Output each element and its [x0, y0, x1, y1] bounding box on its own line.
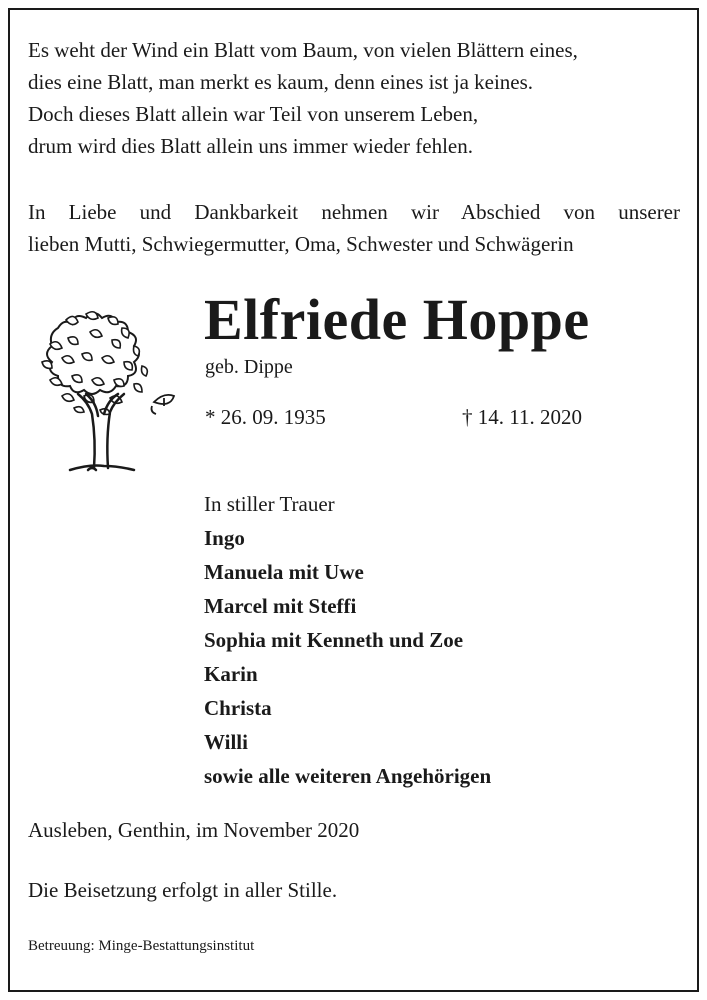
mourner-name: Ingo [204, 526, 245, 550]
mourner-name: Karin [204, 662, 258, 686]
deceased-name: Elfriede Hoppe [204, 287, 590, 352]
death-date: † 14. 11. 2020 [462, 405, 582, 429]
mourner-name: Willi [204, 730, 248, 754]
birth-date: * 26. 09. 1935 [205, 405, 326, 429]
tree-icon [28, 298, 188, 476]
mourner-name: Marcel mit Steffi [204, 594, 357, 618]
mourner-name: Sophia mit Kenneth und Zoe [204, 628, 464, 652]
funeral-home: Betreuung: Minge-Bestattungsinstitut [28, 938, 255, 954]
poem-line: dies eine Blatt, man merkt es kaum, denn eines ist ja keines. [28, 70, 534, 94]
intro-line: In Liebe und Dankbarkeit nehmen wir Abschied von unserer [28, 200, 680, 224]
mourners-list [204, 487, 491, 793]
farewell-intro [28, 196, 680, 260]
mourner-name: sowie alle weiteren Angehörigen [204, 764, 492, 788]
burial-note: Die Beisetzung erfolgt in aller Stille. [28, 878, 338, 902]
maiden-name: geb. Dippe [205, 356, 293, 378]
mourner-name: Christa [204, 696, 272, 720]
intro-line: lieben Mutti, Schwiegermutter, Oma, Schwester und Schwägerin [28, 232, 574, 256]
poem-line: drum wird dies Blatt allein uns immer wieder fehlen. [28, 134, 473, 158]
mourners-lead: In stiller Trauer [204, 492, 335, 516]
poem-line: Es weht der Wind ein Blatt vom Baum, von vielen Blättern eines, [28, 38, 578, 62]
poem-line: Doch dieses Blatt allein war Teil von unserem Leben, [28, 102, 479, 126]
poem [28, 34, 688, 162]
place-date: Ausleben, Genthin, im November 2020 [28, 818, 360, 842]
mourner-name: Manuela mit Uwe [204, 560, 364, 584]
